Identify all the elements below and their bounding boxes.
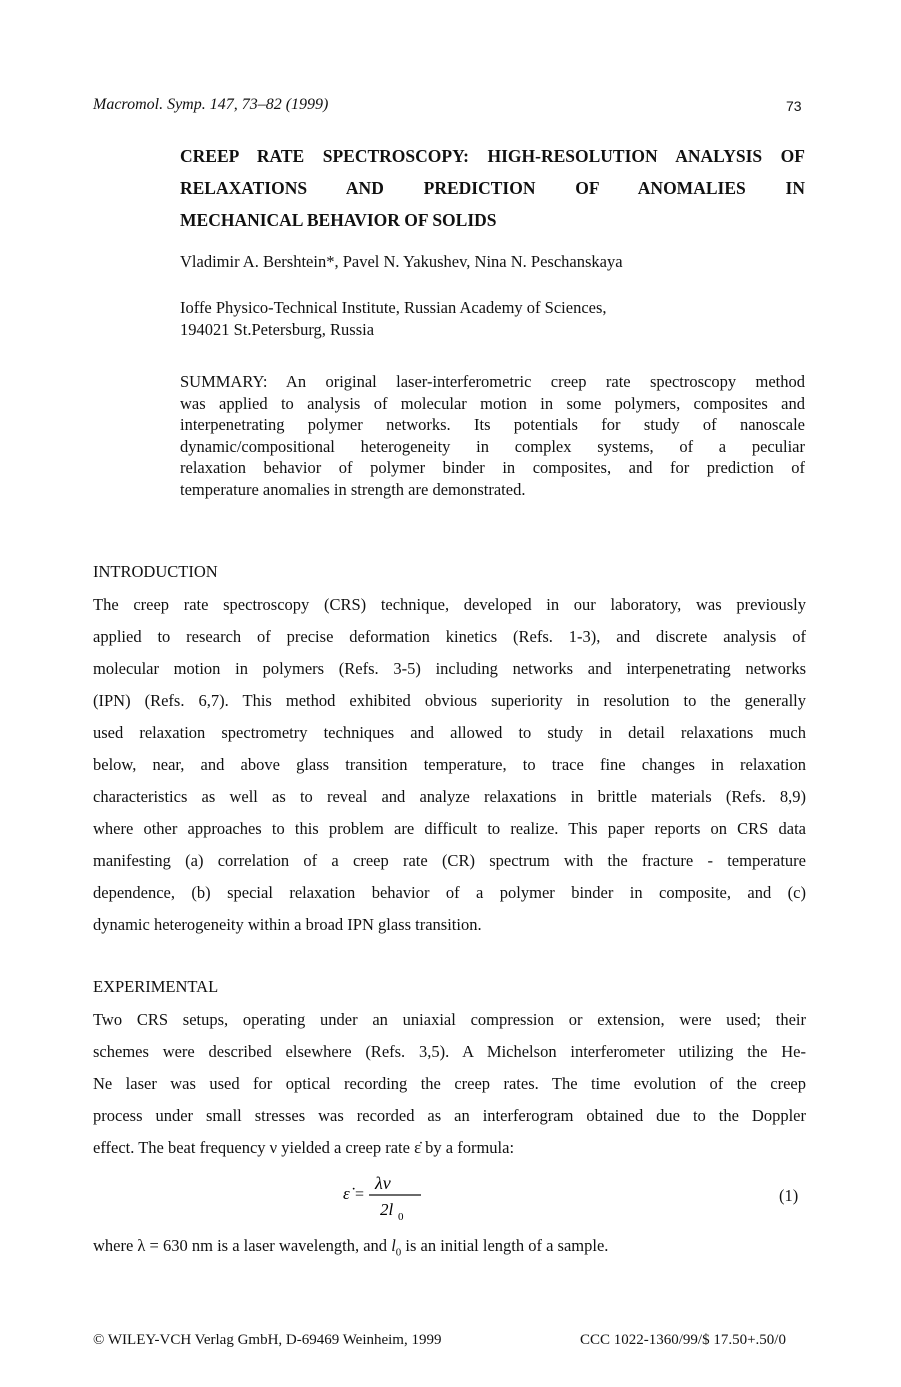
title-line: CREEP RATE SPECTROSCOPY: HIGH-RESOLUTION ANALYSIS OF bbox=[180, 146, 805, 166]
explanation-text-end: is an initial length of a sample. bbox=[401, 1236, 609, 1255]
introduction-paragraph bbox=[93, 589, 806, 941]
introduction-heading: INTRODUCTION bbox=[93, 562, 218, 581]
affiliation bbox=[180, 297, 607, 341]
paper-title bbox=[180, 140, 805, 236]
paragraph-line: applied to research of precise deformation kinetics (Refs. 1-3), and discrete analysis of bbox=[93, 627, 806, 646]
equation-1 bbox=[0, 1172, 901, 1224]
paragraph-line: molecular motion in polymers (Refs. 3-5) including networks and interpenetrating networks bbox=[93, 659, 806, 678]
length-subscript: 0 bbox=[395, 1246, 402, 1259]
summary-line: temperature anomalies in strength are demonstrated. bbox=[180, 479, 526, 499]
paragraph-line: where other approaches to this problem are difficult to realize. This paper reports on CRS data bbox=[93, 819, 806, 838]
summary-line: dynamic/compositional heterogeneity in complex systems, of a peculiar bbox=[180, 436, 805, 456]
authors: Vladimir A. Bershtein*, Pavel N. Yakushev, Nina N. Peschanskaya bbox=[180, 252, 623, 271]
paragraph-line: dependence, (b) special relaxation behavior of a polymer binder in composite, and (c) bbox=[93, 883, 806, 902]
affiliation-line: Ioffe Physico-Technical Institute, Russian Academy of Sciences, bbox=[180, 298, 607, 317]
title-line: RELAXATIONS AND PREDICTION OF ANOMALIES IN bbox=[180, 178, 805, 198]
paragraph-line: schemes were described elsewhere (Refs. 3,5). A Michelson interferometer utilizing the He- bbox=[93, 1042, 806, 1061]
paragraph-line: effect. The beat frequency ν yielded a creep rate ε̇ by a formula: bbox=[93, 1138, 515, 1157]
paragraph-line: Two CRS setups, operating under an uniaxial compression or extension, were used; their bbox=[93, 1010, 806, 1029]
experimental-heading: EXPERIMENTAL bbox=[93, 977, 219, 996]
paragraph-line: manifesting (a) correlation of a creep rate (CR) spectrum with the fracture - temperature bbox=[93, 851, 806, 870]
paragraph-line: used relaxation spectrometry techniques and allowed to study in detail relaxations much bbox=[93, 723, 806, 742]
paragraph-line: (IPN) (Refs. 6,7). This method exhibited obvious superiority in resolution to the generally bbox=[93, 691, 806, 710]
page-number: 73 bbox=[786, 98, 802, 114]
paragraph-line: characteristics as well as to reveal and analyze relaxations in brittle materials (Refs. 8,9) bbox=[93, 787, 806, 806]
experimental-paragraph bbox=[93, 1004, 806, 1164]
explanation-text: where λ = 630 nm is a laser wavelength, and bbox=[93, 1236, 392, 1255]
title-line: MECHANICAL BEHAVIOR OF SOLIDS bbox=[180, 210, 497, 230]
equation-equals: = bbox=[355, 1186, 365, 1203]
paragraph-line: process under small stresses was recorded as an interferogram obtained due to the Doppler bbox=[93, 1106, 806, 1125]
paragraph-line: dynamic heterogeneity within a broad IPN glass transition. bbox=[93, 915, 482, 934]
equation-lhs: ε̇ bbox=[343, 1184, 350, 1203]
paragraph-line: The creep rate spectroscopy (CRS) technique, developed in our laboratory, was previously bbox=[93, 595, 806, 614]
copyright-footer: © WILEY-VCH Verlag GmbH, D-69469 Weinheim, 1999 bbox=[93, 1332, 442, 1348]
equation-denominator-subscript: 0 bbox=[398, 1211, 404, 1223]
summary-line: relaxation behavior of polymer binder in composites, and for prediction of bbox=[180, 458, 805, 477]
paragraph-line: Ne laser was used for optical recording the creep rates. The time evolution of the creep bbox=[93, 1074, 806, 1093]
affiliation-line: 194021 St.Petersburg, Russia bbox=[180, 320, 375, 339]
paragraph-line: below, near, and above glass transition temperature, to trace fine changes in relaxation bbox=[93, 755, 806, 774]
equation-denominator: 2l bbox=[380, 1200, 394, 1219]
equation-number: (1) bbox=[779, 1186, 799, 1205]
equation-numerator: λν bbox=[375, 1173, 391, 1193]
ccc-code-footer: CCC 1022-1360/99/$ 17.50+.50/0 bbox=[580, 1332, 786, 1348]
length-variable: l bbox=[391, 1236, 396, 1255]
equation-explanation bbox=[93, 1236, 608, 1258]
journal-citation: Macromol. Symp. 147, 73–82 (1999) bbox=[93, 96, 329, 113]
summary-line: was applied to analysis of molecular motion in some polymers, composites and bbox=[180, 393, 805, 413]
summary bbox=[180, 371, 805, 500]
summary-line: SUMMARY: An original laser-interferometric creep rate spectroscopy method bbox=[180, 372, 805, 391]
summary-line: interpenetrating polymer networks. Its potentials for study of nanoscale bbox=[180, 415, 805, 434]
